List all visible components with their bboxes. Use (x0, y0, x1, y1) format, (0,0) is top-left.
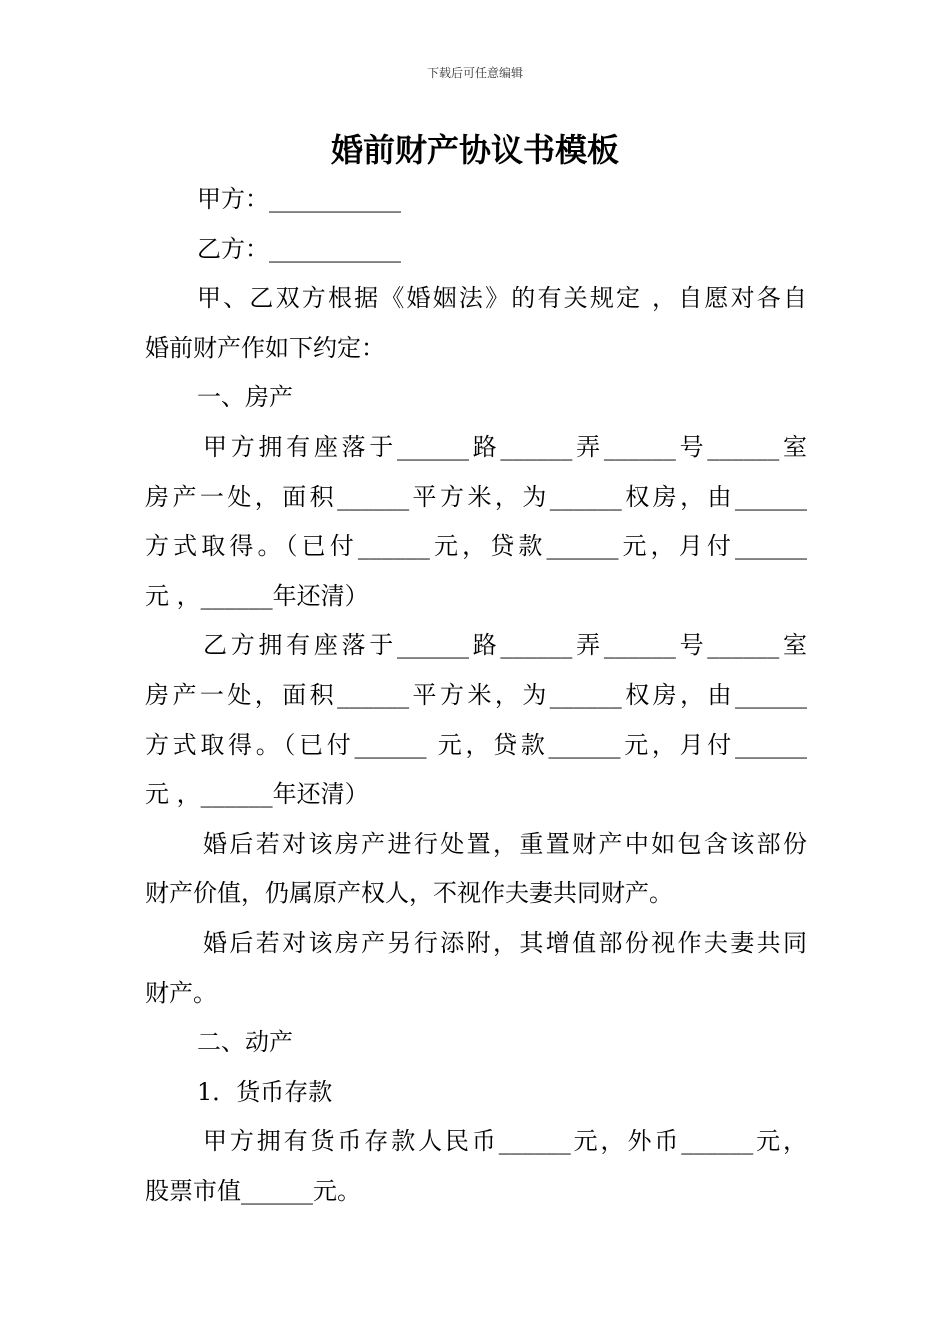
text-line: 甲方拥有座落于______路______弄______号______室 (203, 432, 807, 461)
text-line: 乙方拥有座落于______路______弄______号______室 (203, 631, 807, 660)
text-line: 股票市值______元。 (145, 1176, 361, 1205)
text-line: 甲方：___________ (197, 185, 401, 213)
text-line: 甲、乙双方根据《婚姻法》的有关规定 ，自愿对各自 (197, 284, 807, 313)
document-title: 婚前财产协议书模板 (330, 131, 619, 169)
text-line: 婚后若对该房产进行处置，重置财产中如包含该部份 (203, 829, 807, 858)
text-line: 婚前财产作如下约定： (145, 333, 385, 362)
text-line: 元 ，______年还清） (145, 780, 369, 809)
text-line: 甲方拥有货币存款人民币______元，外币______元， (203, 1127, 807, 1156)
text-line: 方式取得。（已付______ 元，贷款______元，月付______ (145, 730, 807, 759)
document-body (145, 175, 807, 1216)
text-line: 二、动产 (197, 1028, 293, 1057)
text-line: 财产。 (145, 978, 217, 1007)
text-line: 1．货币存款 (197, 1077, 333, 1106)
text-line: 乙方：___________ (197, 234, 401, 263)
text-line: 房产一处，面积______平方米，为______权房，由______ (145, 680, 807, 709)
page-header-note: 下载后可任意编辑 (426, 66, 523, 80)
text-line: 婚后若对该房产另行添附，其增值部份视作夫妻共同 (203, 928, 807, 957)
text-line: 元 ，______年还清） (145, 581, 369, 610)
text-line: 一、房产 (197, 383, 293, 412)
text-line: 财产价值，仍属原产权人，不视作夫妻共同财产。 (145, 879, 673, 908)
text-line: 方式取得。（已付______元，贷款______元，月付______ (145, 532, 807, 561)
text-line: 房产一处，面积______平方米，为______权房，由______ (145, 482, 807, 511)
